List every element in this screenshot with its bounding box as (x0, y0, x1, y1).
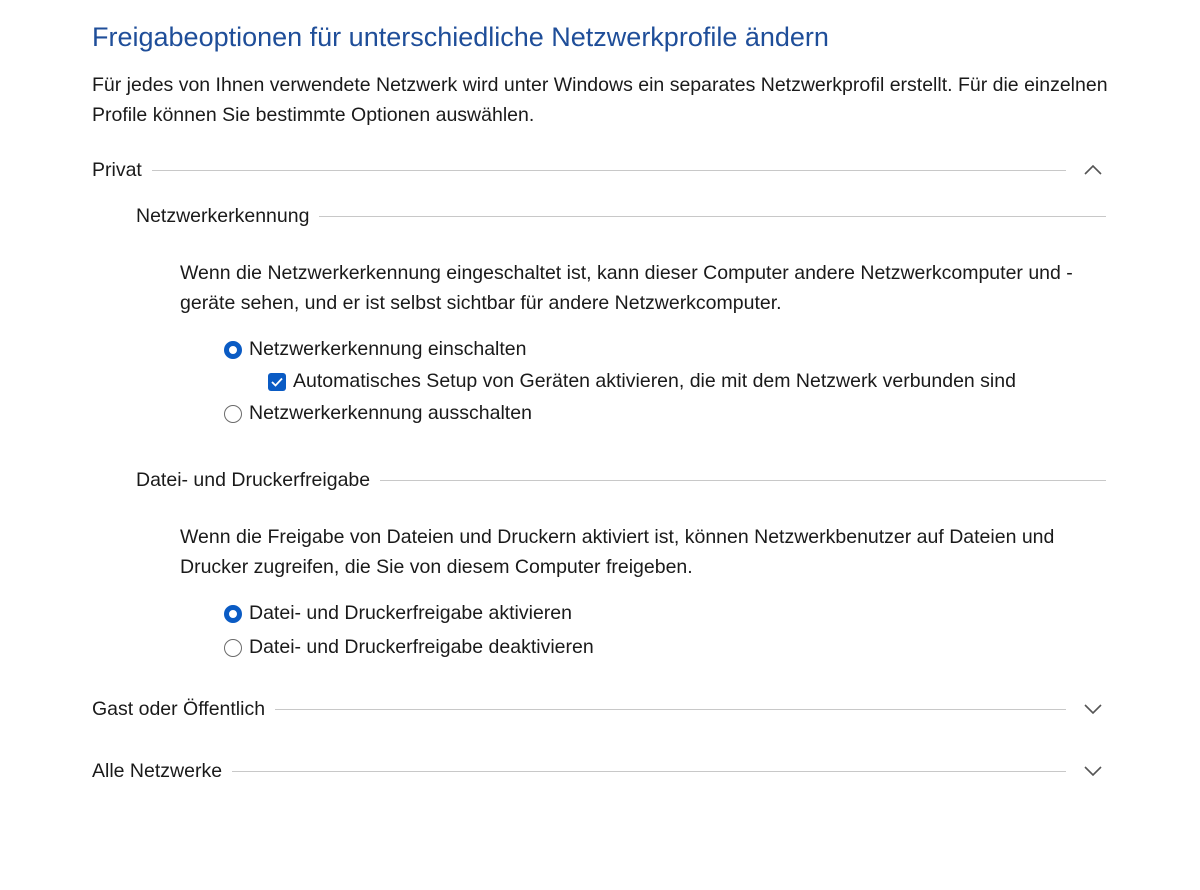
profile-label-guest: Gast oder Öffentlich (92, 697, 266, 720)
subsection-header-sharing (136, 465, 1106, 495)
divider (319, 216, 1106, 217)
page-title: Freigabeoptionen für unterschiedliche Netzwerkprofile ändern (92, 22, 829, 52)
subsection-label-discovery: Netzwerkerkennung (136, 204, 310, 227)
radio-discovery-off[interactable] (224, 402, 532, 425)
profile-header-private[interactable] (92, 155, 1102, 185)
divider (152, 170, 1066, 171)
radio-discovery-on[interactable] (224, 338, 527, 361)
sharing-description: Wenn die Freigabe von Dateien und Druckern aktiviert ist, können Netzwerkbenutzer auf Dateien und Drucker zugreifen, die Sie von diesem Computer freigeben. (180, 526, 1055, 578)
radio-sharing-off[interactable] (224, 636, 594, 659)
chevron-up-icon[interactable] (1066, 155, 1102, 185)
checkbox-checked-icon[interactable] (268, 373, 286, 391)
checkbox-auto-setup-label: Automatisches Setup von Geräten aktivieren, die mit dem Netzwerk verbunden sind (293, 370, 1016, 392)
radio-discovery-on-label: Netzwerkerkennung einschalten (249, 338, 527, 360)
divider (275, 709, 1066, 710)
radio-sharing-on-label: Datei- und Druckerfreigabe aktivieren (249, 602, 572, 624)
profile-header-guest[interactable] (92, 694, 1102, 724)
profile-label-private: Privat (92, 158, 142, 181)
radio-discovery-off-label: Netzwerkerkennung ausschalten (249, 402, 532, 424)
checkbox-auto-setup[interactable] (268, 370, 1016, 393)
divider (232, 771, 1066, 772)
radio-sharing-on[interactable] (224, 602, 572, 625)
chevron-down-icon[interactable] (1066, 694, 1102, 724)
divider (380, 480, 1106, 481)
profile-header-all[interactable] (92, 756, 1102, 786)
radio-unselected-icon[interactable] (224, 405, 242, 423)
radio-sharing-off-label: Datei- und Druckerfreigabe deaktivieren (249, 636, 594, 658)
profile-label-all: Alle Netzwerke (92, 759, 223, 782)
radio-selected-icon[interactable] (224, 605, 242, 623)
subsection-header-discovery (136, 201, 1106, 231)
subsection-label-sharing: Datei- und Druckerfreigabe (136, 468, 371, 491)
chevron-down-icon[interactable] (1066, 756, 1102, 786)
radio-selected-icon[interactable] (224, 341, 242, 359)
discovery-description: Wenn die Netzwerkerkennung eingeschaltet ist, kann dieser Computer andere Netzwerkcomputer und -geräte sehen, und er ist selbst sichtbar für andere Netzwerkcomputer. (180, 262, 1073, 314)
radio-unselected-icon[interactable] (224, 639, 242, 657)
page-intro: Für jedes von Ihnen verwendete Netzwerk wird unter Windows ein separates Netzwerkprofil erstellt. Für die einzelnen Profile können Sie bestimmte Optionen auswählen. (92, 74, 1108, 126)
